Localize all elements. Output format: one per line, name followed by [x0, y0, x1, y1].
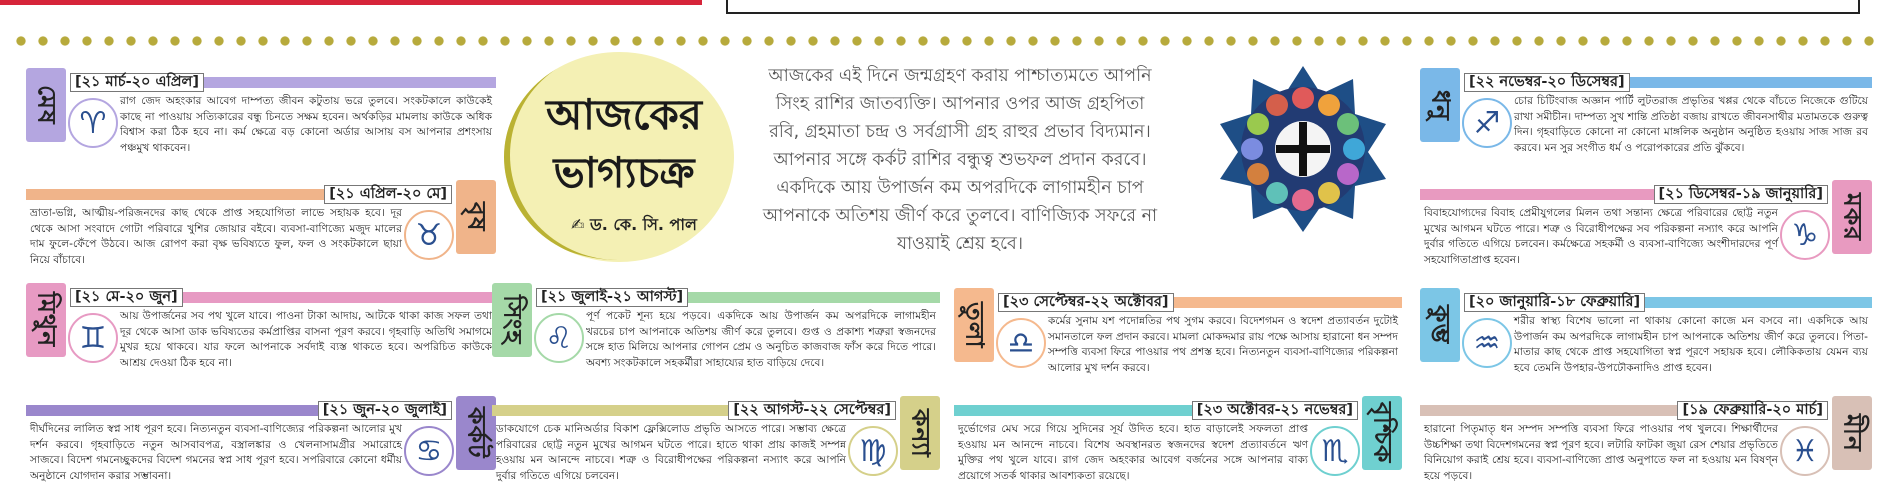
top-red-rule [0, 0, 702, 5]
sign-name: ধনু [1426, 89, 1456, 121]
date-range: [২১ জুন-২০ জুলাই] [318, 401, 452, 420]
sign-name: মেষ [32, 85, 62, 125]
sign-name: কন্যা [906, 408, 936, 458]
sign-name: বৃশ্চিক [1368, 402, 1398, 464]
date-range: [১৯ ফেব্রুয়ারি-২০ মার্চ] [1677, 401, 1828, 420]
sign-name: মীন [1838, 414, 1868, 452]
sign-name-tab-brish [456, 180, 496, 254]
accent-bar [26, 405, 318, 416]
date-range: [২১ এপ্রিল-২০ মে] [324, 185, 452, 204]
date-range: [২২ নভেম্বর-২০ ডিসেম্বর] [1464, 73, 1630, 92]
fish-icon: ♓ [1780, 426, 1830, 476]
horoscope-text: হারানো পিতৃমাতৃ ধন সম্পদ সম্পত্তি ব্যবসা ফিরে পাওয়ার পথ খুলবে। শিক্ষার্থীদের উচ্চশিক্ষা তথা বিদেশগমনের স্বপ্ন পূরণ হবে। লটারি ফাটকা জুয়া রেস শেয়ার প্রভৃতিতে বিনিয়োগ করাই শ্রেয় হবে। ব্যবসা-বাণিজ্যে প্রাপ্ত অনুপাতে ফল না হওয়ায় মন বিষণ্ন হয়ে পড়বে। [1424, 423, 1778, 482]
sign-block-kumbha [1420, 288, 1872, 388]
water-bearer-icon: ♒ [1462, 318, 1512, 368]
sign-block-kanya [492, 396, 940, 496]
horoscope-text: চোর চিটিংবাজ অজ্ঞান পার্টি লুটতরাজ প্রভৃতির খপ্পর থেকে বাঁচতে নিজেকে গুটিয়ে রাখা সমীচীন। দাম্পত্য সুখ শান্তি প্রতিষ্ঠা বজায় রাখতে জীবনসাথীর মতামতকে গুরুত্ব দিন। গৃহবাড়িতে কোনো না কোনো মাঙ্গলিক অনুষ্ঠান অনুষ্ঠিত হওয়ায় সাজ সাজ রব করবে। মন সুর সংগীত ধর্ম ও পরোপকারের প্রতি ঝুঁকবে। [1514, 95, 1868, 154]
accent-bar [1420, 189, 1654, 200]
sign-name-tab-singha [492, 283, 532, 357]
date-range-row [1420, 184, 1828, 204]
sign-block-meen [1420, 396, 1872, 496]
sign-block-brishchik [954, 396, 1402, 496]
sign-name-tab-makar [1832, 180, 1872, 254]
sign-name-tab-meen [1832, 396, 1872, 470]
date-range: [২১ ডিসেম্বর-১৯ জানুয়ারি] [1654, 185, 1828, 204]
ram-icon: ♈ [68, 98, 118, 148]
date-range-row [70, 72, 496, 92]
sign-name-tab-kumbha [1420, 288, 1460, 362]
sign-name-tab-dhanu [1420, 68, 1460, 142]
accent-bar [183, 292, 496, 303]
twins-icon: ♊ [68, 313, 118, 363]
scales-icon: ♎ [996, 318, 1046, 368]
date-range-row [1464, 72, 1872, 92]
sign-name: তুলা [960, 301, 990, 349]
archer-icon: ♐ [1462, 98, 1512, 148]
page-title: আজকের ভাগ্যচক্র [546, 90, 702, 197]
date-range-row [998, 292, 1402, 312]
sign-name-tab-mithun [26, 283, 66, 357]
accent-bar [954, 405, 1192, 416]
horoscope-text: কর্মের সুনাম যশ পদোন্নতির পথ সুগম করবে। বিদেশগমন ও স্বদেশ প্রত্যাবর্তন দুটোই সমানতালে ফল প্রদান করবে। মামলা মোকদ্দমার রায় পক্ষে আসায় হারানো ধন সম্পদ সম্পত্তি ব্যবসা ফিরে পাওয়ার পথ প্রশস্ত হবে। নিত্যনতুন ব্যবসা-বাণিজ্যের পরিকল্পনা আলোর মুখ দর্শন করবে। [1048, 315, 1398, 374]
date-range-row [1464, 292, 1872, 312]
accent-bar [688, 292, 940, 303]
date-range: [২২ আগস্ট-২২ সেপ্টেম্বর] [728, 401, 896, 420]
sign-name: কর্কট [462, 407, 492, 459]
accent-bar [1645, 297, 1872, 308]
sign-name: বৃষ [462, 202, 492, 232]
horoscope-text: ভ্রাতা-ভগ্নি, আত্মীয়-পরিজনদের কাছ থেকে প্রাপ্ত সহযোগিতা লাভে সহায়ক হবে। দূর থেকে আসা সংবাদে গোটা পরিবারে খুশির জোয়ার বইবে। ব্যবসা-বাণিজ্যে মজুদ মালের দাম ফুলে-ফেঁপে উঠবে। আজ রোপণ করা বৃক্ষ ভবিষ্যতে ফুল, ফল ও সংকটকালে ছায়া নিয়ে বাঁচাবে। [30, 207, 402, 266]
date-range: [২১ জুলাই-২১ আগস্ট] [536, 288, 688, 307]
scorpion-icon: ♏ [1310, 426, 1360, 476]
dotted-divider [10, 34, 1875, 48]
sign-name: কুম্ভ [1426, 305, 1456, 345]
sign-block-karkat [26, 396, 496, 496]
sign-block-mesh [26, 68, 496, 168]
sign-block-makar [1420, 180, 1872, 280]
sign-block-brish [26, 180, 496, 280]
horoscope-text: পূর্ণ পকেট শূন্য হয়ে পড়বে। একদিকে আয় উপার্জন কম অপরদিকে লাগামহীন খরচের চাপ আপনাকে অতিশয় জীর্ণ করে তুলবে। গুপ্ত ও প্রকাশ্য শত্রুরা স্বজনদের সঙ্গে হাত মিলিয়ে আপনার গোপন প্রেম ও অনুচিত কাজবাজ ফাঁস করে দিতে পারে। অবশ্য সংকটকালে সহকর্মীরা সাহায্যের হাত বাড়িয়ে দেবে। [586, 310, 936, 369]
accent-bar [1420, 405, 1677, 416]
date-range-row [70, 287, 496, 307]
date-range-row [26, 400, 452, 420]
sign-name-tab-karkat [456, 396, 496, 470]
sign-name-tab-brishchik [1362, 396, 1402, 470]
date-range: [২১ মার্চ-২০ এপ্রিল] [70, 73, 204, 92]
horoscope-text: দীর্ঘদিনের লালিত স্বপ্ন সাধ পূরণ হবে। নিত্যনতুন ব্যবসা-বাণিজ্যের পরিকল্পনা আলোর মুখ দর্শন করবে। গৃহবাড়িতে নতুন আসবাবপত্র, বস্ত্রালঙ্কার ও খেলনাসামগ্রীর সমারোহে সাজবে। বিদেশ গমনেচ্ছুকদের বিদেশ গমনের স্বপ্ন সাধ পূরণ হবে। সপরিবারে কোনো ধর্মীয় অনুষ্ঠানে যোগদান করার সম্ভাবনা। [30, 423, 402, 482]
date-range: [২৩ সেপ্টেম্বর-২২ অক্টোবর] [998, 293, 1174, 312]
sign-name-tab-mesh [26, 68, 66, 142]
date-range-row [492, 400, 896, 420]
sign-name-tab-tula [954, 288, 994, 362]
sign-block-tula [954, 288, 1402, 388]
date-range-row [26, 184, 452, 204]
horoscope-text: রাগ জেদ অহংকার আবেগ দাম্পত্য জীবন কটুতায় ভরে তুলবে। সংকটকালে কাউকেই কাছে না পাওয়ায় সত্যিকারের বন্ধু চিনতে সক্ষম হবেন। অর্থকড়ির মামলায় কাউকে অধিক বিশ্বাস করা ঠিক হবে না। কর্ম ক্ষেত্রে বড় কোনো অর্ডার আসায় বস আপনার প্রশংসায় পঞ্চমুখ থাকবেন। [120, 95, 492, 154]
accent-bar [1174, 297, 1403, 308]
intro-paragraph: আজকের এই দিনে জন্মগ্রহণ করায় পাশ্চাত্যমতে আপনি সিংহ রাশির জাতব্যক্তি। আপনার ওপর আজ গ্রহপিতা রবি, গ্রহমাতা চন্দ্র ও সর্বগ্রাসী গ্রহ রাহুর প্রভাব বিদ্যমান। আপনার সঙ্গে কর্কট রাশির বন্ধুত্ব শুভফল প্রদান করবে। একদিকে আয় উপার্জন কম অপরদিকে লাগামহীন চাপ আপনাকে অতিশয় জীর্ণ করে তুলবে। বাণিজ্যিক সফরে না যাওয়াই শ্রেয় হবে। [762, 66, 1158, 254]
sign-block-mithun [26, 283, 496, 383]
date-range-row [1420, 400, 1828, 420]
sign-block-singha [492, 283, 940, 383]
horoscope-text: দুর্ভোগের মেঘ সরে গিয়ে সুদিনের সূর্য উদিত হবে। হাত বাড়ালেই সফলতা প্রাপ্ত হওয়ায় মন আনন্দে নাচবে। বিশেষ অবস্থানরত স্বজনদের স্বদেশ প্রত্যাবর্তনে ঋণ মুক্তির পথ খুলে যাবে। রাগ জেদ অহংকার আবেগ বর্জনের সঙ্গে আপনার বাক্য প্রয়োগে সতর্ক থাকার আবশ্যকতা রয়েছে। [958, 423, 1308, 482]
horoscope-text: শরীর স্বাস্থ্য বিশেষ ভালো না থাকায় কোনো কাজে মন বসবে না। একদিকে আয় উপার্জন কম অপরদিকে লাগামহীন চাপ আপনাকে অতিশয় জীর্ণ করে তুলবে। পিতা-মাতার কাছ থেকে প্রাপ্ত সহযোগিতা স্বপ্ন পূরণে সহায়ক হবে। লৌকিকতায় যেমন ব্যয় হবে তেমনি উপহার-উপঢৌকনাদিও প্রাপ্ত হবেন। [1514, 315, 1868, 374]
virgin-icon: ♍ [848, 426, 898, 476]
zodiac-wheel-icon [1218, 64, 1388, 234]
top-frame-box [726, 0, 1860, 14]
bull-icon: ♉ [404, 210, 454, 260]
sign-name: মকর [1838, 192, 1868, 242]
accent-bar [204, 77, 496, 88]
sign-name-tab-kanya [900, 396, 940, 470]
date-range-row [954, 400, 1358, 420]
sign-name: মিথুন [32, 292, 62, 348]
sign-block-dhanu [1420, 68, 1872, 168]
sign-name: সিংহ [498, 295, 528, 345]
date-range: [২১ মে-২০ জুন] [70, 288, 183, 307]
title-badge [504, 52, 734, 262]
author-byline: ✍ ড. কে. সি. পাল [571, 215, 697, 234]
crab-icon: ♋ [404, 426, 454, 476]
horoscope-text: আয় উপার্জনের সব পথ খুলে যাবে। পাওনা টাকা আদায়, আটকে থাকা কাজ সফল তথা দূর থেকে আসা ডাক ভবিষ্যতের কর্মপ্রাপ্তির বাসনা পূরণ করবে। গৃহবাড়ি অতিথি সমাগমে মুখর হয়ে থাকবে। যার ফলে আপনাকে সর্বদাই ব্যস্ত থাকতে হবে। অপরিচিত কাউকে আশ্রয় দেওয়া ঠিক হবে না। [120, 310, 492, 369]
date-range: [২০ জানুয়ারি-১৮ ফেব্রুয়ারি] [1464, 293, 1645, 312]
accent-bar [26, 189, 324, 200]
lion-icon: ♌ [534, 313, 584, 363]
horoscope-text: বিবাহযোগ্যদের বিবাহ প্রেমীযুগলের মিলন তথা সন্তান্য ক্ষেত্রে পরিবারের ছোট্ট নতুন মুখের আগমন ঘটতে পারে। শত্রু ও বিরোধীপক্ষের সব পরিকল্পনা নস্যাৎ করে আপনি দুর্বার গতিতে এগিয়ে চলবেন। কর্মক্ষেত্রে সহকর্মী ও ব্যবসা-বাণিজ্যে অংশীদারদের পূর্ণ সহযোগিতাপ্রাপ্ত হবেন। [1424, 207, 1778, 266]
accent-bar [1630, 77, 1872, 88]
accent-bar [492, 405, 728, 416]
goat-icon: ♑ [1780, 210, 1830, 260]
date-range-row [536, 287, 940, 307]
horoscope-text: ডাকযোগে চেক মানিঅর্ডার বিকাশ ফ্লেক্সিলোড প্রভৃতি আসতে পারে। সম্ভাব্য ক্ষেত্রে পরিবারের ছোট্ট নতুন মুখের আগমন ঘটতে পারে। হাতে থাকা প্রায় কাজই সম্পন্ন হওয়ায় মন আনন্দে নাচবে। শত্রু ও বিরোধীপক্ষের পরিকল্পনা নস্যাৎ করে আপনি দুর্বার গতিতে এগিয়ে চলবেন। [496, 423, 846, 482]
date-range: [২৩ অক্টোবর-২১ নভেম্বর] [1192, 401, 1358, 420]
